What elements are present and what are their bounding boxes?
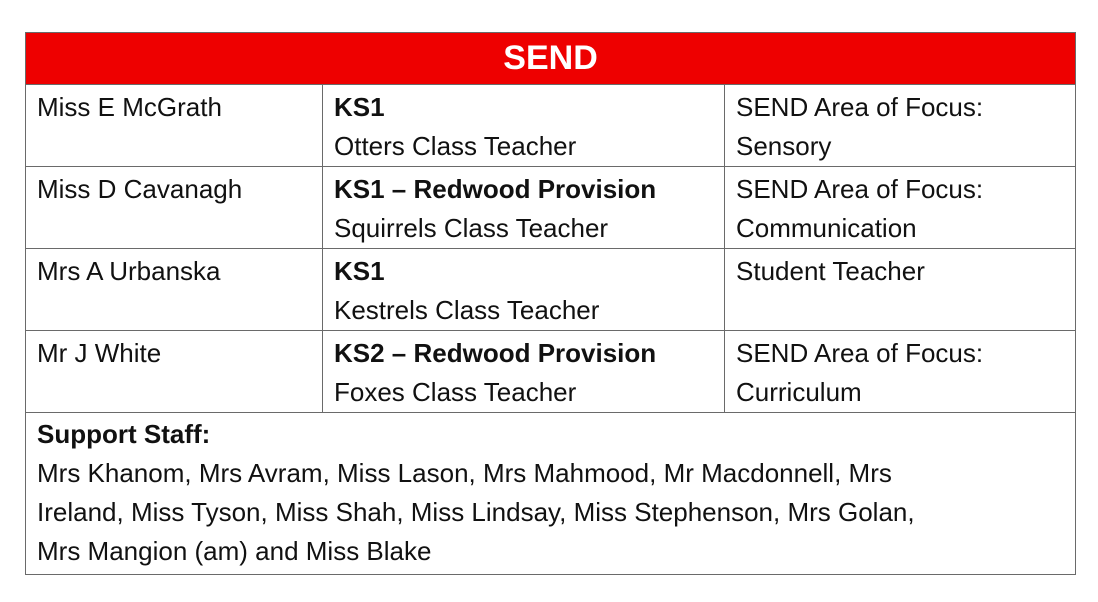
- class-role: Otters Class Teacher: [334, 131, 577, 161]
- table-row: [26, 85, 1076, 167]
- table-header-row: [26, 33, 1076, 85]
- staff-name-cell: [26, 167, 323, 249]
- staff-role-cell: [323, 331, 725, 413]
- table-row: [26, 249, 1076, 331]
- focus-label: SEND Area of Focus:: [736, 92, 984, 122]
- staff-name: Miss D Cavanagh: [37, 174, 243, 204]
- key-stage: KS2 – Redwood Provision: [334, 338, 657, 368]
- staff-focus-cell: [725, 249, 1076, 331]
- focus-value: Curriculum: [736, 377, 862, 407]
- staff-name-cell: [26, 85, 323, 167]
- support-staff-line: Mrs Khanom, Mrs Avram, Miss Lason, Mrs Mahmood, Mr Macdonnell, Mrs: [37, 458, 892, 488]
- class-role: Kestrels Class Teacher: [334, 295, 600, 325]
- staff-focus-cell: [725, 85, 1076, 167]
- staff-focus-cell: [725, 167, 1076, 249]
- focus-value: Communication: [736, 213, 917, 243]
- table-header-cell: [26, 33, 1076, 85]
- class-role: Foxes Class Teacher: [334, 377, 577, 407]
- support-staff-row: [26, 413, 1076, 575]
- staff-name: Mr J White: [37, 338, 162, 368]
- staff-focus-cell: [725, 331, 1076, 413]
- focus-label: SEND Area of Focus:: [736, 174, 984, 204]
- focus-label: Student Teacher: [736, 256, 925, 286]
- staff-role-cell: [323, 85, 725, 167]
- table-row: [26, 331, 1076, 413]
- support-staff-cell: [26, 413, 1076, 575]
- staff-role-cell: [323, 249, 725, 331]
- send-staff-table: [25, 32, 1076, 575]
- key-stage: KS1 – Redwood Provision: [334, 174, 657, 204]
- table-title: SEND: [503, 39, 598, 77]
- table-row: [26, 167, 1076, 249]
- staff-name-cell: [26, 249, 323, 331]
- class-role: Squirrels Class Teacher: [334, 213, 609, 243]
- support-staff-line: Ireland, Miss Tyson, Miss Shah, Miss Lindsay, Miss Stephenson, Mrs Golan,: [37, 497, 915, 527]
- send-staff-table-container: [25, 32, 1075, 575]
- support-staff-heading: Support Staff:: [37, 419, 211, 449]
- focus-value: Sensory: [736, 131, 832, 161]
- staff-name: Mrs A Urbanska: [37, 256, 221, 286]
- key-stage: KS1: [334, 92, 385, 122]
- key-stage: KS1: [334, 256, 385, 286]
- support-staff-line: Mrs Mangion (am) and Miss Blake: [37, 536, 432, 566]
- staff-name-cell: [26, 331, 323, 413]
- staff-role-cell: [323, 167, 725, 249]
- focus-label: SEND Area of Focus:: [736, 338, 984, 368]
- staff-name: Miss E McGrath: [37, 92, 222, 122]
